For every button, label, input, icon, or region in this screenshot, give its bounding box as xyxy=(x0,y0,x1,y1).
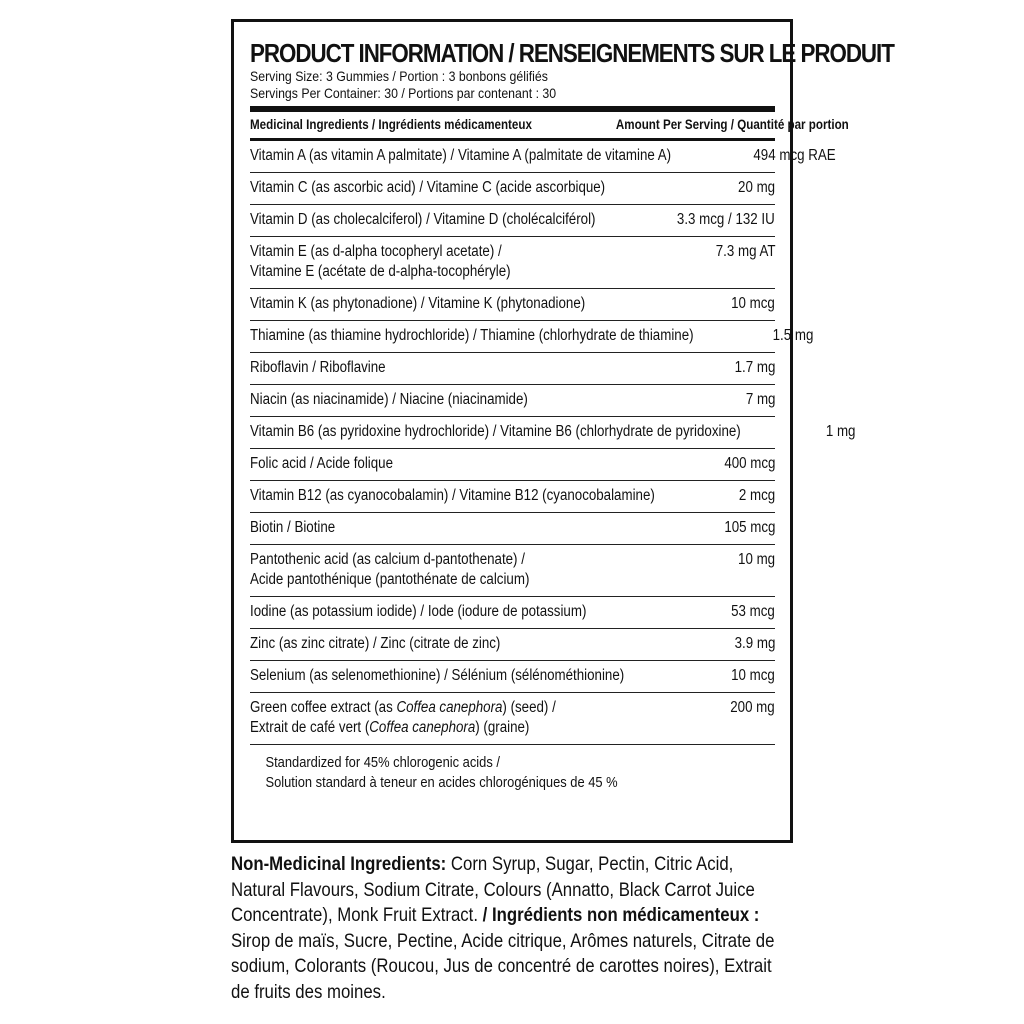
ingredient-row xyxy=(250,385,775,417)
ingredient-name: Biotin / Biotine xyxy=(250,519,336,536)
serving-size: Serving Size: 3 Gummies / Portion : 3 bonbons gélifiés xyxy=(250,68,548,84)
ingredient-row xyxy=(250,237,775,289)
ingredient-row xyxy=(250,513,775,545)
ingredient-row xyxy=(250,597,775,629)
ingredient-amount: 10 mcg xyxy=(731,295,775,312)
ingredient-amount: 10 mcg xyxy=(731,667,775,684)
ingredient-row xyxy=(250,173,775,205)
panel-title: PRODUCT INFORMATION / RENSEIGNEMENTS SUR LE PRODUIT xyxy=(250,38,894,68)
product-information-panel xyxy=(231,19,894,843)
ingredient-name: Iodine (as potassium iodide) / Iode (iodure de potassium) xyxy=(250,603,587,620)
ingredient-amount: 1 mg xyxy=(825,423,856,440)
ingredient-row-green-coffee xyxy=(250,693,775,745)
ingredient-row xyxy=(250,353,775,385)
ingredient-name: Vitamin D (as cholecalciferol) / Vitamine D (cholécalciférol) xyxy=(250,211,596,228)
ingredient-name: Thiamine (as thiamine hydrochloride) / Thiamine (chlorhydrate de thiamine) xyxy=(250,327,694,344)
ingredient-amount: 7.3 mg AT xyxy=(715,243,775,260)
ingredient-name: Green coffee extract (as Coffea canephora) (seed) / Extrait de café vert (Coffea canephora) (graine) xyxy=(250,699,556,736)
servings-per-container: Servings Per Container: 30 / Portions par contenant : 30 xyxy=(250,85,557,101)
ingredient-amount: 200 mg xyxy=(730,699,775,716)
ingredient-amount: 3.3 mcg / 132 IU xyxy=(677,211,775,228)
ingredient-row xyxy=(250,141,836,173)
ingredient-amount: 494 mcg RAE xyxy=(753,147,836,164)
ingredient-row xyxy=(250,481,775,513)
ingredients-header xyxy=(250,112,849,141)
ingredient-name: Niacin (as niacinamide) / Niacine (niacinamide) xyxy=(250,391,528,408)
ingredient-name: Pantothenic acid (as calcium d-pantothenate) / Acide pantothénique (pantothénate de calcium) xyxy=(250,551,530,588)
non-medicinal-text-en: Corn Syrup, Sugar, Pectin, Citric Acid, Natural Flavours, Sodium Citrate, Colours (Annatto, Black Carrot Juice Concentrate), Monk Fruit Extract. xyxy=(231,853,755,926)
ingredient-name: Vitamin K (as phytonadione) / Vitamine K (phytonadione) xyxy=(250,295,586,312)
ingredient-row xyxy=(250,449,775,481)
standardization-note: Standardized for 45% chlorogenic acids / Solution standard à teneur en acides chlorogéniques de 45 % xyxy=(265,754,618,791)
ingredient-amount: 3.9 mg xyxy=(734,635,775,652)
ingredient-name: Vitamin A (as vitamin A palmitate) / Vitamine A (palmitate de vitamine A) xyxy=(250,147,672,164)
ingredient-amount: 1.7 mg xyxy=(734,359,775,376)
ingredient-amount: 2 mcg xyxy=(738,487,775,504)
non-medicinal-label-fr: / Ingrédients non médicamenteux : xyxy=(477,904,760,926)
header-ingredients-label: Medicinal Ingredients / Ingrédients médicamenteux xyxy=(250,117,532,132)
ingredient-list xyxy=(250,141,856,693)
ingredient-amount: 10 mg xyxy=(737,551,775,568)
non-medicinal-ingredients xyxy=(231,852,781,1005)
ingredient-name: Vitamin C (as ascorbic acid) / Vitamine C (acide ascorbique) xyxy=(250,179,606,196)
ingredient-row xyxy=(250,629,775,661)
ingredient-amount: 1.5 mg xyxy=(772,327,814,344)
ingredient-name: Vitamin B6 (as pyridoxine hydrochloride) / Vitamine B6 (chlorhydrate de pyridoxine) xyxy=(250,423,741,440)
ingredient-amount: 400 mcg xyxy=(723,455,775,472)
ingredient-amount: 105 mcg xyxy=(723,519,775,536)
ingredient-name: Folic acid / Acide folique xyxy=(250,455,394,472)
ingredient-amount: 7 mg xyxy=(745,391,775,408)
ingredient-name: Vitamin B12 (as cyanocobalamin) / Vitamine B12 (cyanocobalamine) xyxy=(250,487,655,504)
header-amount-label: Amount Per Serving / Quantité par portion xyxy=(615,117,849,132)
ingredient-row xyxy=(250,661,775,693)
ingredient-row xyxy=(250,545,775,597)
ingredient-row xyxy=(250,321,814,353)
ingredient-row xyxy=(250,205,775,237)
ingredient-name: Selenium (as selenomethionine) / Sélénium (sélénométhionine) xyxy=(250,667,625,684)
ingredient-row xyxy=(250,289,775,321)
ingredient-amount: 53 mcg xyxy=(731,603,775,620)
ingredient-name: Zinc (as zinc citrate) / Zinc (citrate de zinc) xyxy=(250,635,501,652)
ingredient-amount: 20 mg xyxy=(737,179,775,196)
non-medicinal-text-fr: Sirop de maïs, Sucre, Pectine, Acide citrique, Arômes naturels, Citrate de sodium, Colorants (Roucou, Jus de concentré de carottes noires), Extrait de fruits des moines. xyxy=(231,929,775,1003)
non-medicinal-label-en: Non-Medicinal Ingredients: xyxy=(231,853,447,875)
ingredient-row xyxy=(250,417,856,449)
ingredient-name: Vitamin E (as d-alpha tocopheryl acetate) / Vitamine E (acétate de d-alpha-tocophéryle) xyxy=(250,243,511,280)
ingredient-name: Riboflavin / Riboflavine xyxy=(250,359,386,376)
